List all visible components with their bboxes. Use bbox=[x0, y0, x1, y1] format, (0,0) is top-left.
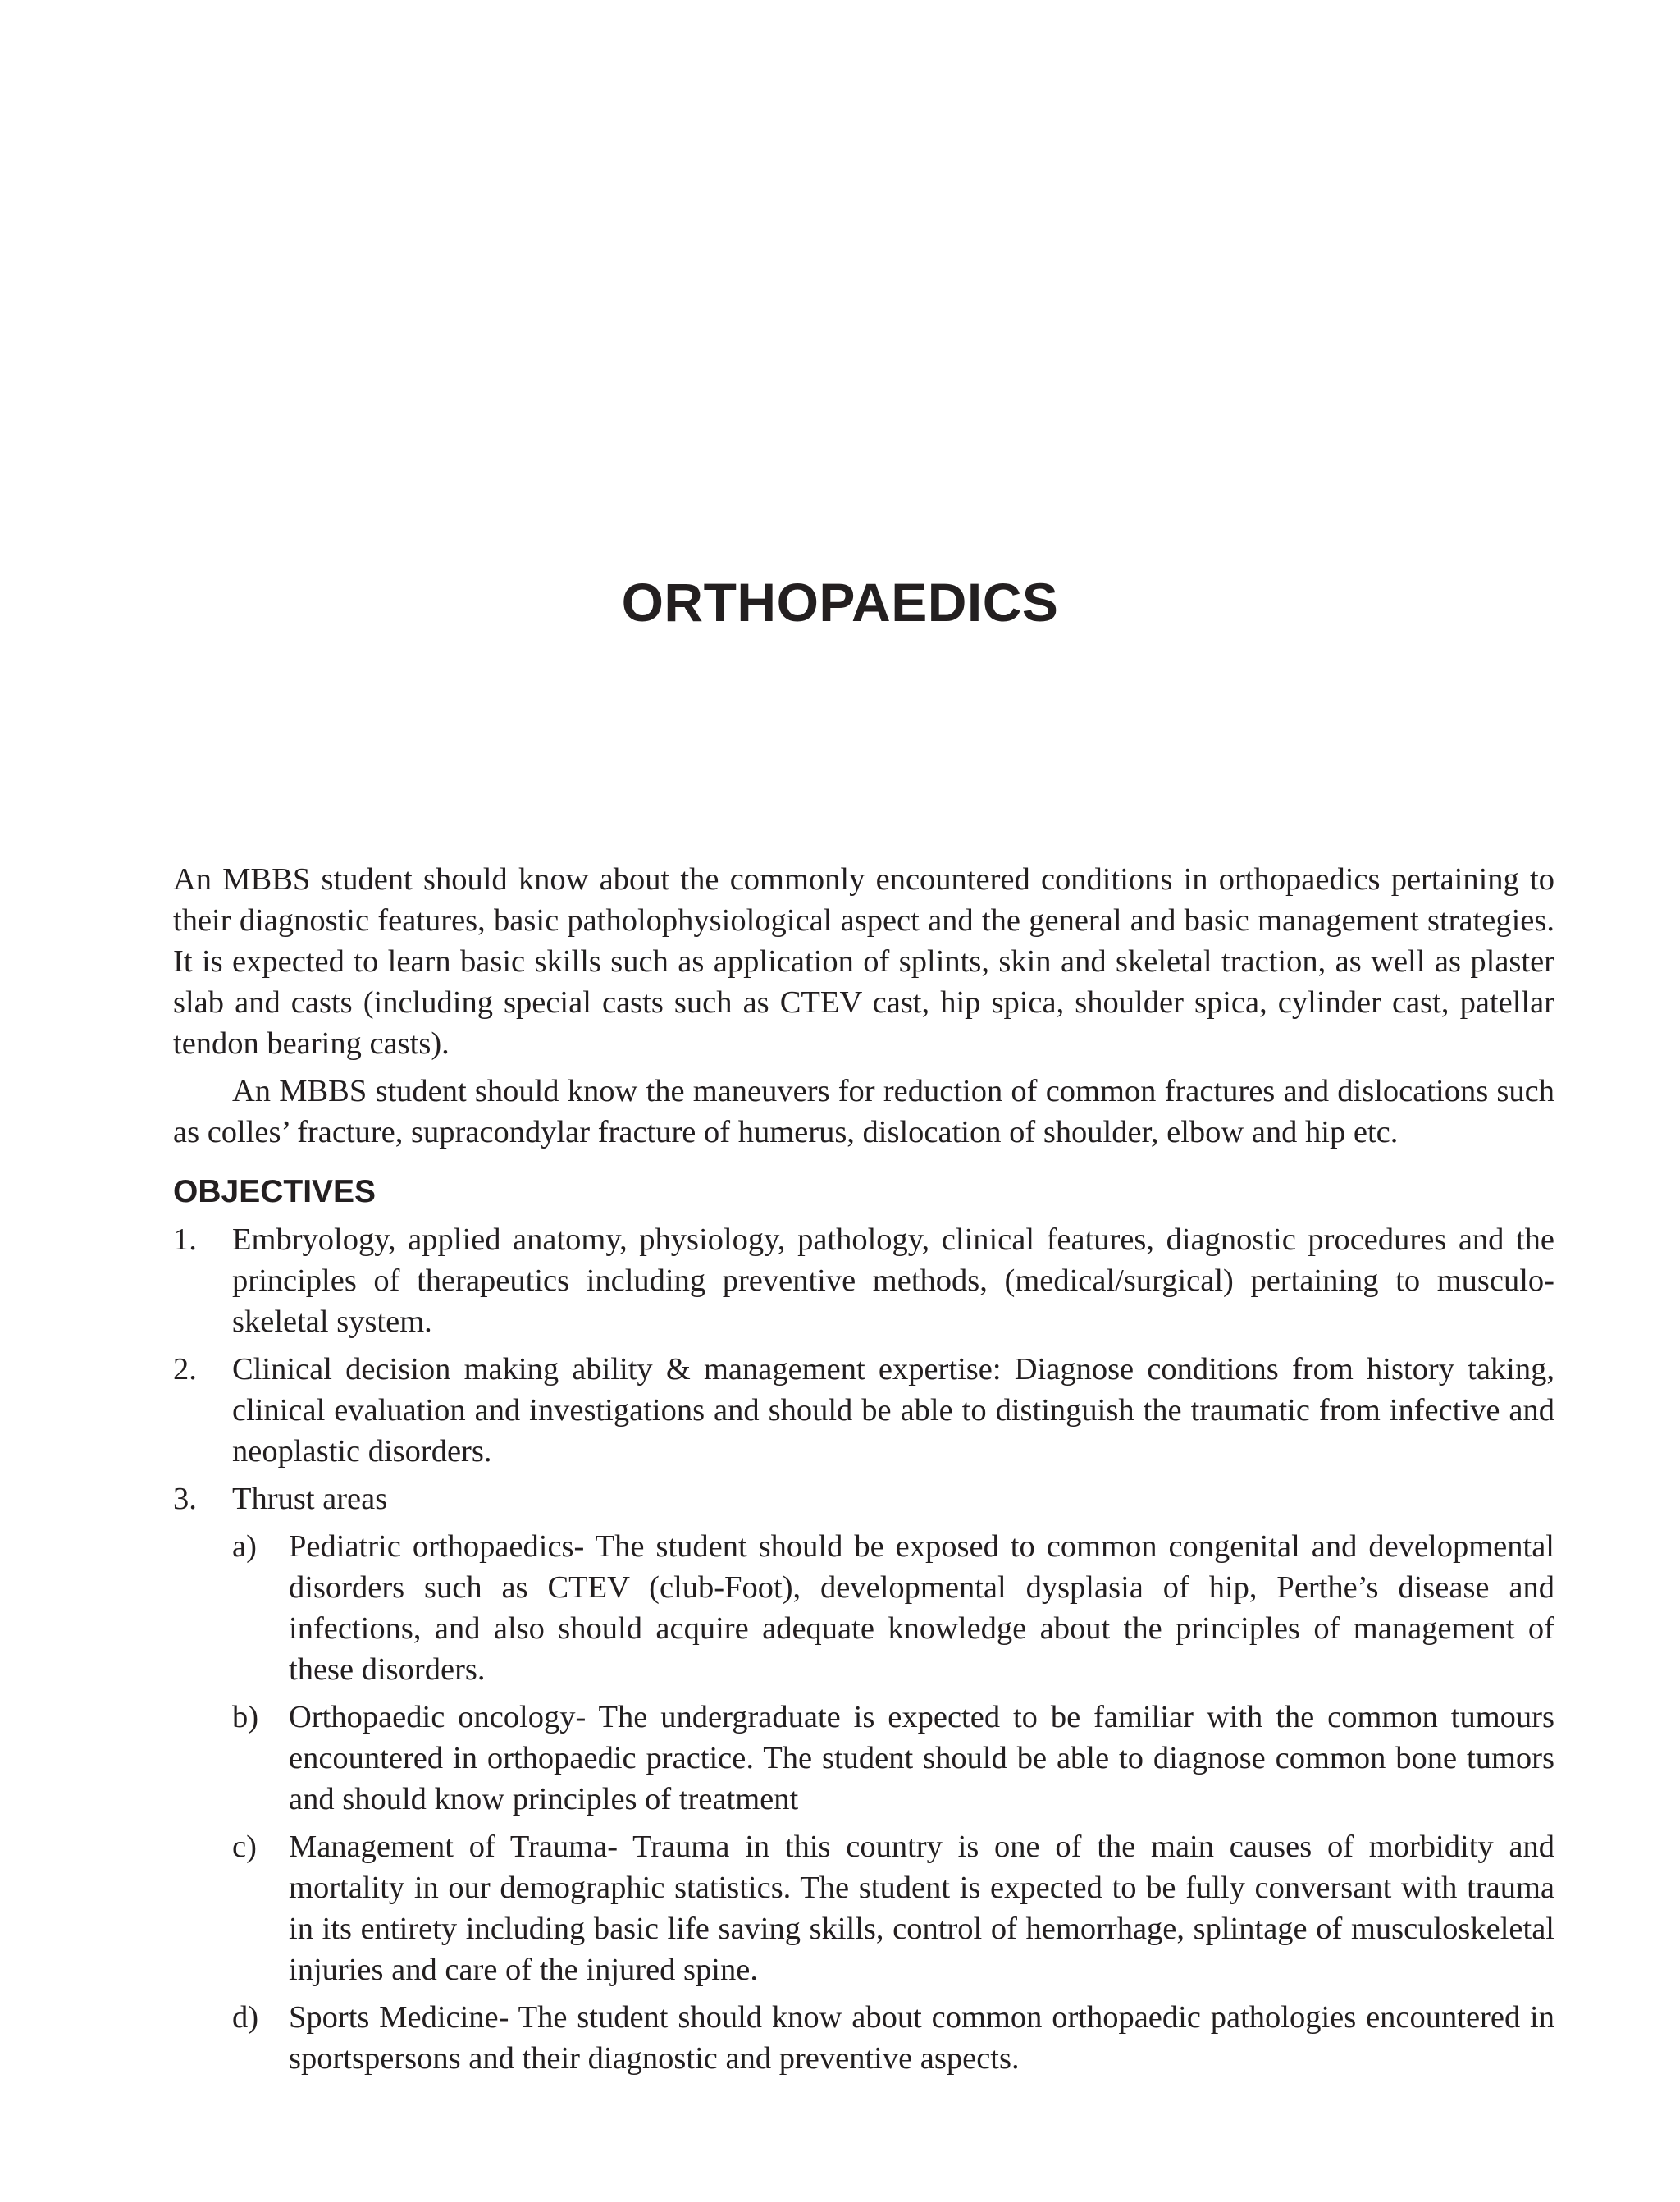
objective-text: Embryology, applied anatomy, physiology, pathology, clinical features, diagnostic procedures and the principles of therapeutics including preventive methods, (medical/surgical) pertaining to musculo-skeletal system. bbox=[232, 1222, 1554, 1339]
thrust-area-text: Orthopaedic oncology- The undergraduate is expected to be familiar with the common tumours encountered in orthopaedic practice. The student should be able to diagnose common bone tumors and should know principles of treatment bbox=[289, 1700, 1554, 1816]
thrust-area-item bbox=[232, 1697, 1554, 1820]
thrust-area-text: Sports Medicine- The student should know about common orthopaedic pathologies encountered in sportspersons and their diagnostic and preventive aspects. bbox=[289, 2000, 1554, 2076]
objective-text: Clinical decision making ability & management expertise: Diagnose conditions from history taking, clinical evaluation and investigations and should be able to distinguish the traumatic from infective and neoplastic disorders. bbox=[232, 1352, 1554, 1469]
thrust-area-letter: c) bbox=[232, 1830, 257, 1864]
thrust-area-text: Management of Trauma- Trauma in this country is one of the main causes of morbidity and mortality in our demographic statistics. The student is expected to be fully conversant with trauma in its entirety including basic life saving skills, control of hemorrhage, splintage of musculoskeletal injuries and care of the injured spine. bbox=[289, 1830, 1554, 1987]
thrust-areas-list bbox=[232, 1526, 1554, 2079]
objective-number: 3. bbox=[173, 1482, 197, 1516]
thrust-area-item bbox=[232, 1526, 1554, 1690]
intro-paragraph: An MBBS student should know the maneuvers for reduction of common fractures and dislocations such as colles’ fracture, supracondylar fracture of humerus, dislocation of shoulder, elbow and hip etc. bbox=[173, 1074, 1554, 1149]
thrust-area-letter: a) bbox=[232, 1529, 257, 1564]
thrust-area-letter: d) bbox=[232, 2000, 259, 2035]
thrust-area-text: Pediatric orthopaedics- The student should be exposed to common congenital and developmental disorders such as CTEV (club-Foot), developmental dysplasia of hip, Perthe’s disease and infections, and also should acquire adequate knowledge about the principles of management of these disorders. bbox=[289, 1529, 1554, 1687]
objective-number: 1. bbox=[173, 1222, 197, 1257]
page-content bbox=[173, 859, 1554, 2086]
thrust-area-item bbox=[232, 1997, 1554, 2079]
intro-paragraph: An MBBS student should know about the commonly encountered conditions in orthopaedics pertaining to their diagnostic features, basic patholophysiological aspect and the general and basic management strategies. It is expected to learn basic skills such as application of splints, skin and skeletal traction, as well as plaster slab and casts (including special casts such as CTEV cast, hip spica, shoulder spica, cylinder cast, patellar tendon bearing casts). bbox=[173, 862, 1554, 1061]
objective-number: 2. bbox=[173, 1352, 197, 1387]
page-title: ORTHOPAEDICS bbox=[621, 572, 1059, 633]
objectives-heading: OBJECTIVES bbox=[173, 1174, 377, 1209]
thrust-area-letter: b) bbox=[232, 1700, 259, 1734]
objective-item bbox=[173, 1219, 1554, 1342]
thrust-area-item bbox=[232, 1826, 1554, 1990]
objective-item bbox=[173, 1478, 1554, 2079]
objective-item bbox=[173, 1349, 1554, 1472]
objective-text: Thrust areas bbox=[232, 1482, 388, 1516]
